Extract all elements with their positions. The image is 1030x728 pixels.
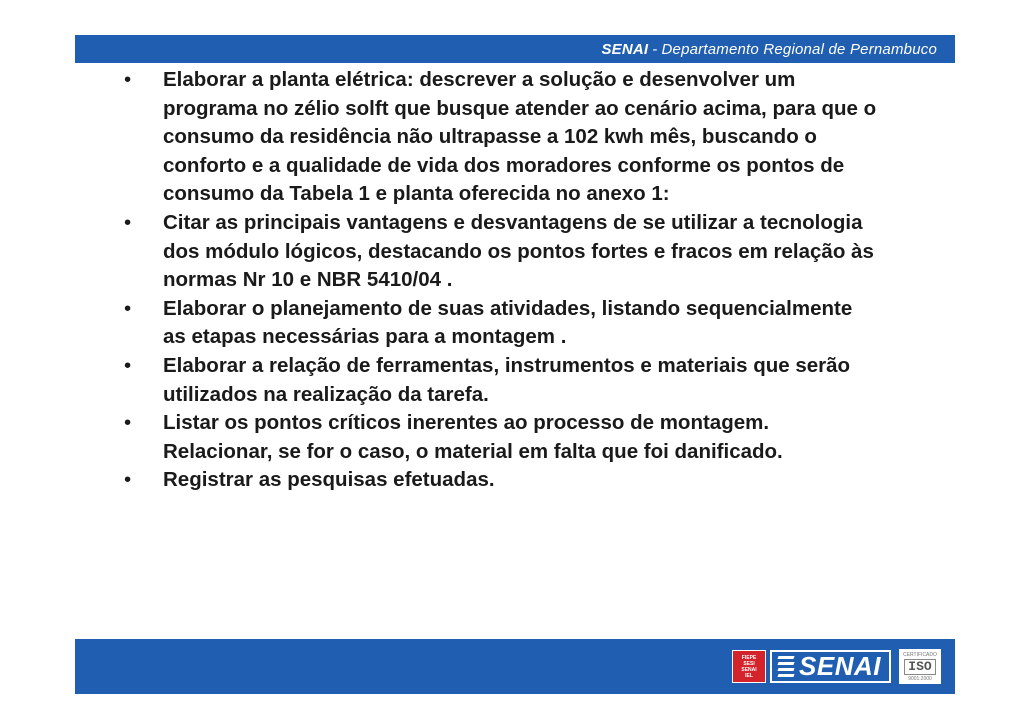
footer-bar (75, 639, 955, 694)
bullet-icon: • (124, 411, 132, 435)
header-title (601, 41, 937, 58)
list-item (120, 352, 880, 409)
iso-top-text: CERTIFICADO (903, 651, 937, 658)
footer-logos (732, 649, 941, 684)
list-item (120, 66, 880, 209)
logo-red-line: SESI (743, 660, 755, 667)
task-list (120, 66, 880, 495)
iso-main-text: ISO (904, 659, 935, 675)
iso-bottom-text: 9001:2000 (908, 675, 932, 682)
logo-red-line: FIEPE (741, 654, 757, 661)
list-item (120, 409, 880, 466)
list-item (120, 295, 880, 352)
list-item (120, 209, 880, 295)
bullet-icon: • (124, 468, 132, 492)
list-item-text: Citar as principais vantagens e desvantagens de se utilizar a tecnologia dos módulo lógicos, destacando os pontos fortes e fracos em relação às normas Nr 10 e NBR 5410/04 . (163, 210, 874, 292)
bullet-icon: • (124, 353, 132, 377)
bullet-icon: • (124, 68, 132, 91)
list-item-text: Elaborar a relação de ferramentas, instrumentos e materiais que serão utilizados na realização da tarefa. (163, 353, 851, 406)
list-item (120, 466, 880, 495)
senai-logo (770, 650, 891, 683)
header-bar (75, 35, 955, 63)
iso-certification-logo (899, 649, 941, 684)
fiepe-system-logo (732, 650, 766, 683)
bullet-icon: • (124, 210, 132, 234)
bullet-icon: • (124, 296, 132, 320)
list-item-text: Elaborar o planejamento de suas atividades, listando sequencialmente as etapas necessárias para a montagem . (163, 296, 853, 349)
logo-red-line: SENAI (741, 666, 757, 673)
list-item-text: Listar os pontos críticos inerentes ao processo de montagem. Relacionar, se for o caso, o material em falta que foi danificado. (163, 411, 783, 463)
logo-red-line: IEL (745, 672, 753, 679)
list-item-text: Registrar as pesquisas efetuadas. (163, 468, 495, 492)
list-item-text: Elaborar a planta elétrica: descrever a solução e desenvolver um programa no zélio solft que busque atender ao cenário acima, para que o consumo da residência não ultrapasse a 102 kwh mês, buscando o conforto e a qualidade de vida dos moradores conforme os pontos de consumo da Tabela 1 e planta oferecida no anexo 1: (163, 68, 877, 206)
header-brand: SENAI (601, 40, 649, 58)
senai-stripes-icon (778, 655, 794, 679)
senai-logo-text: SENAI (799, 651, 881, 681)
slide-content (120, 66, 880, 495)
header-subtitle: Departamento Regional de Pernambuco (661, 40, 937, 58)
header-separator: - (652, 40, 658, 58)
